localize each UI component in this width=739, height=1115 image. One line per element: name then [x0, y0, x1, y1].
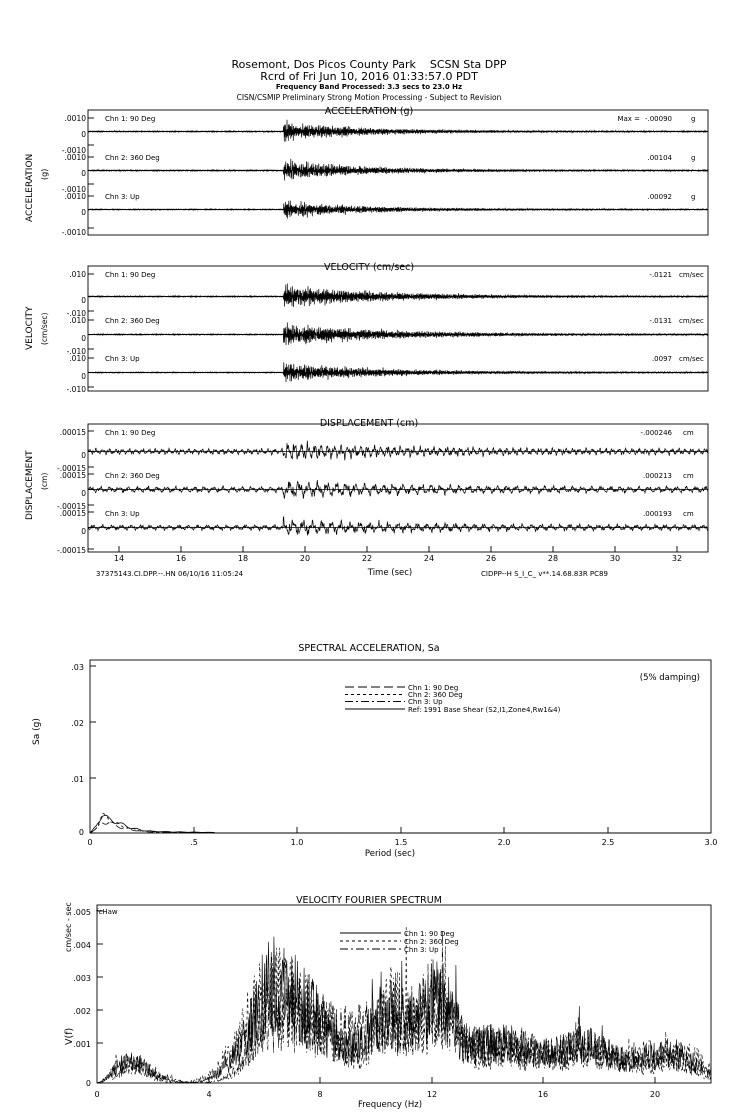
vel-ytick-3a: .010 — [69, 354, 86, 363]
accel-chn3-units: g — [691, 193, 696, 201]
accel-chn1-label: Chn 1: 90 Deg — [105, 115, 156, 123]
vel-ytick-1b: 0 — [81, 296, 86, 305]
spectral-legend-chn1: Chn 1: 90 Deg — [408, 684, 459, 692]
accel-chn2-peak: .00104 — [647, 154, 672, 162]
fourier-ytick-004: .004 — [73, 941, 91, 950]
accel-ytick-3a: .0010 — [64, 192, 86, 201]
accel-ytick-2a: .0010 — [64, 153, 86, 162]
spectral-xlabel: Period (sec) — [364, 849, 416, 859]
velocity-axis-label: VELOCITY — [25, 306, 35, 350]
spectral-ytick-01: .01 — [71, 775, 84, 784]
disp-chn1-label: Chn 1: 90 Deg — [105, 429, 156, 437]
spectral-xtick-20: 2.0 — [497, 838, 511, 847]
spectral-xtick-10: 1.0 — [290, 838, 304, 847]
spectral-ylabel: Sa (g) — [32, 718, 42, 745]
fourier-title: VELOCITY FOURIER SPECTRUM — [296, 895, 442, 906]
spectral-ytick-03: .03 — [71, 663, 84, 672]
fourier-xtick-20: 20 — [649, 1090, 661, 1099]
accel-ytick-1a: .0010 — [64, 114, 86, 123]
acceleration-axis-units: (g) — [40, 168, 49, 180]
time-xtick-18: 18 — [237, 554, 249, 563]
fourier-ytick-003: .003 — [73, 974, 91, 983]
disp-ytick-1b: 0 — [81, 451, 86, 460]
displacement-axis-units: (cm) — [40, 472, 49, 490]
time-xtick-24: 24 — [423, 554, 435, 563]
vel-ytick-3b: 0 — [81, 372, 86, 381]
vel-ytick-3c: -.010 — [66, 385, 86, 394]
disp-chn3-units: cm — [683, 510, 694, 518]
accel-chn3-peak: .00092 — [647, 193, 672, 201]
acceleration-title: ACCELERATION (g) — [324, 106, 414, 117]
fourier-legend-chn3: Chn 3: Up — [404, 946, 439, 954]
spectral-damping-note: (5% damping) — [639, 673, 700, 683]
spectral-xtick-0: 0 — [87, 838, 93, 847]
accel-ytick-3c: -.0010 — [61, 228, 86, 237]
accel-ytick-1c: -.0010 — [61, 146, 86, 155]
vel-ytick-1c: -.010 — [66, 309, 86, 318]
fourier-xtick-12: 12 — [426, 1090, 438, 1099]
fourier-xtick-8: 8 — [317, 1090, 323, 1099]
spectral-xtick-05: .5 — [190, 838, 198, 847]
vel-ytick-2a: .010 — [69, 316, 86, 325]
spectral-title: SPECTRAL ACCELERATION, Sa — [298, 643, 440, 654]
disp-ytick-1c: -.00015 — [57, 464, 86, 473]
time-xtick-30: 30 — [609, 554, 621, 563]
accel-ytick-3b: 0 — [81, 208, 86, 217]
footer-right: CIDPP--H S_I_C_ v**.14.68.83R PC89 — [481, 570, 608, 578]
fourier-ylabel: V(f) — [64, 1027, 75, 1045]
vel-chn3-peak: .0097 — [651, 355, 672, 363]
vel-chn3-label: Chn 3: Up — [105, 355, 140, 363]
disp-chn1-peak: -.000246 — [640, 429, 672, 437]
report-subtitle: Rcrd of Fri Jun 10, 2016 01:33:57.0 PDT — [260, 70, 478, 83]
vel-chn2-units: cm/sec — [679, 317, 704, 325]
velocity-axis-units: (cm/sec) — [40, 312, 49, 345]
disp-chn2-label: Chn 2: 360 Deg — [105, 472, 160, 480]
disp-ytick-3a: .00015 — [59, 509, 86, 518]
footer-time-label: Time (sec) — [367, 568, 413, 578]
time-xtick-16: 16 — [175, 554, 187, 563]
time-xtick-26: 26 — [485, 554, 497, 563]
accel-ytick-1b: 0 — [81, 130, 86, 139]
time-xtick-32: 32 — [671, 554, 683, 563]
vel-chn3-units: cm/sec — [679, 355, 704, 363]
spectral-xtick-15: 1.5 — [394, 838, 408, 847]
disp-ytick-2c: -.00015 — [57, 502, 86, 511]
spectral-ytick-0: 0 — [78, 828, 84, 837]
accel-chn2-units: g — [691, 154, 696, 162]
time-xtick-22: 22 — [361, 554, 373, 563]
displacement-title: DISPLACEMENT (cm) — [319, 418, 419, 429]
displacement-axis-label: DISPLACEMENT — [25, 450, 35, 520]
time-xtick-28: 28 — [547, 554, 559, 563]
fourier-corner-note: fcHaw — [96, 908, 118, 916]
disp-chn2-units: cm — [683, 472, 694, 480]
velocity-title: VELOCITY (cm/sec) — [323, 262, 415, 273]
accel-chn1-units: g — [691, 115, 696, 123]
spectral-legend-chn3: Chn 3: Up — [408, 698, 443, 706]
report-title: Rosemont, Dos Picos County Park SCSN Sta DPP — [231, 58, 507, 71]
agency-note: CISN/CSMIP Preliminary Strong Motion Processing - Subject to Revision — [236, 93, 502, 102]
disp-ytick-2a: .00015 — [59, 471, 86, 480]
fourier-ytick-002: .002 — [73, 1007, 91, 1016]
spectral-legend-ref: Ref: 1991 Base Shear (S2,I1,Zone4,Rw1&4) — [408, 706, 561, 714]
accel-chn3-label: Chn 3: Up — [105, 193, 140, 201]
accel-ytick-2b: 0 — [81, 169, 86, 178]
accel-ytick-2c: -.0010 — [61, 185, 86, 194]
time-xtick-20: 20 — [299, 554, 311, 563]
accel-chn1-peak: -.00090 — [644, 115, 672, 123]
accel-chn2-label: Chn 2: 360 Deg — [105, 154, 160, 162]
spectral-ytick-02: .02 — [71, 719, 84, 728]
fourier-ytick-0: 0 — [85, 1079, 91, 1088]
footer-left: 37375143.CI.DPP.--.HN 06/10/16 11:05:24 — [96, 570, 244, 578]
vel-ytick-1a: .010 — [69, 270, 86, 279]
vel-chn1-peak: -.0121 — [649, 271, 672, 279]
fourier-legend-chn1: Chn 1: 90 Deg — [404, 930, 455, 938]
disp-chn2-peak: .000213 — [643, 472, 672, 480]
vel-ytick-2c: -.010 — [66, 347, 86, 356]
disp-ytick-1a: .00015 — [59, 428, 86, 437]
disp-ytick-3b: 0 — [81, 527, 86, 536]
fourier-ytick-001: .001 — [73, 1040, 91, 1049]
vel-chn2-label: Chn 2: 360 Deg — [105, 317, 160, 325]
fourier-yunits: cm/sec - sec — [64, 902, 73, 952]
disp-chn3-label: Chn 3: Up — [105, 510, 140, 518]
fourier-ytick-005: .005 — [73, 908, 91, 917]
disp-chn1-units: cm — [683, 429, 694, 437]
fourier-legend-chn2: Chn 2: 360 Deg — [404, 938, 459, 946]
spectral-xtick-30: 3.0 — [704, 838, 718, 847]
fourier-xlabel: Frequency (Hz) — [357, 1100, 423, 1110]
vel-chn2-peak: -.0131 — [649, 317, 672, 325]
disp-chn3-peak: .000193 — [643, 510, 672, 518]
disp-ytick-3c: -.00015 — [57, 546, 86, 555]
acceleration-axis-label: ACCELERATION — [25, 153, 35, 222]
vel-chn1-units: cm/sec — [679, 271, 704, 279]
fourier-xtick-4: 4 — [206, 1090, 212, 1099]
fourier-xtick-16: 16 — [537, 1090, 549, 1099]
accel-chn1-max-prefix: Max = — [617, 115, 640, 123]
time-xtick-14: 14 — [113, 554, 125, 563]
spectral-xtick-25: 2.5 — [601, 838, 615, 847]
fourier-xtick-0: 0 — [94, 1090, 100, 1099]
vel-ytick-2b: 0 — [81, 334, 86, 343]
frequency-band-text: Frequency Band Processed: 3.3 secs to 23.0 Hz — [275, 83, 463, 91]
vel-chn1-label: Chn 1: 90 Deg — [105, 271, 156, 279]
disp-ytick-2b: 0 — [81, 489, 86, 498]
spectral-legend-chn2: Chn 2: 360 Deg — [408, 691, 463, 699]
